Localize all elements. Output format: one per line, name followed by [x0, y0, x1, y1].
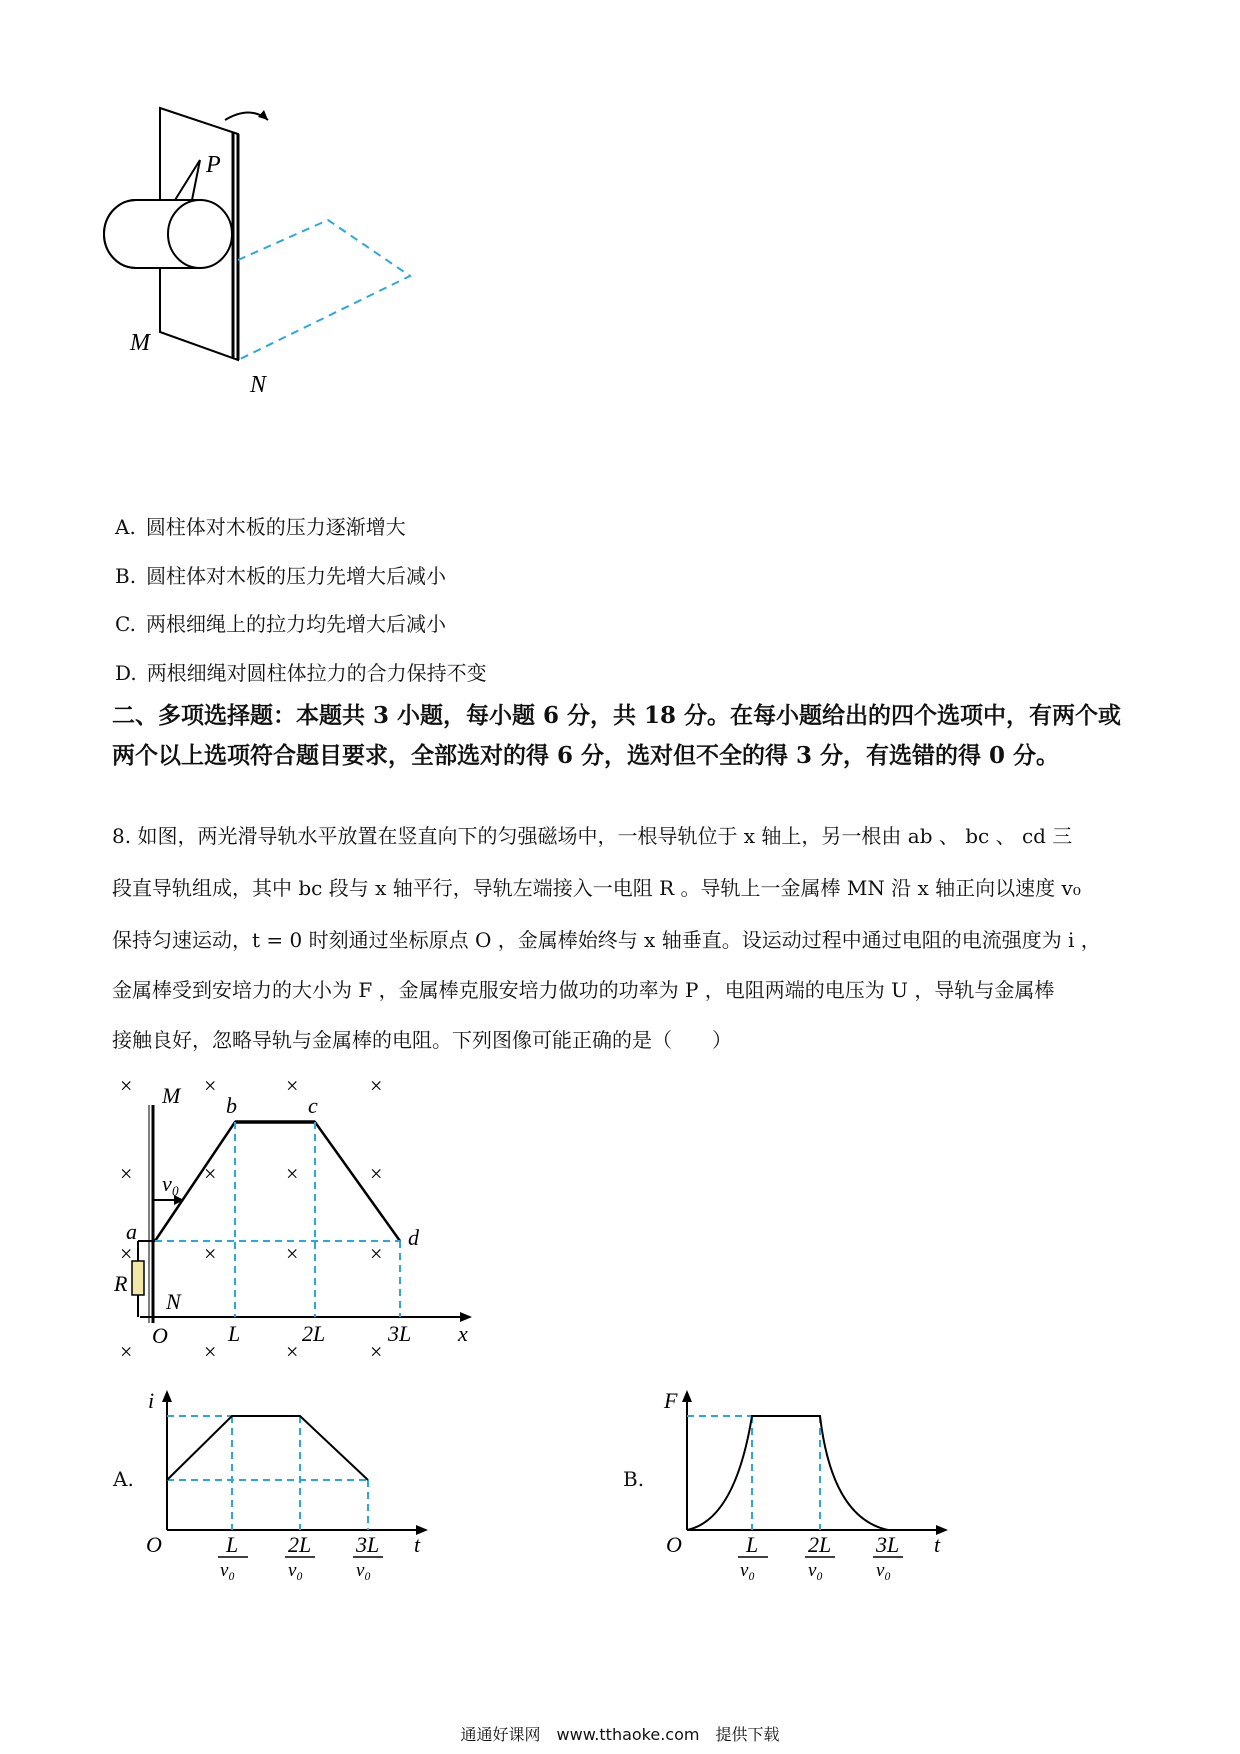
axis-y-label: F — [664, 1388, 678, 1413]
label-v0: v₀ — [162, 1171, 180, 1196]
graph-b-option-letter: B. — [623, 1467, 645, 1491]
question-8-line-2: 段直导轨组成，其中 bc 段与 x 轴平行，导轨左端接入一电阻 R 。导轨上一金属棒 MN 沿 x 轴正向以速度 v₀ — [112, 876, 1081, 900]
page-footer: 通通好课网 www.tthaoke.com 提供下载 — [460, 1725, 780, 1744]
label-x: x — [458, 1321, 468, 1346]
axis-y-label: i — [148, 1388, 155, 1413]
cross-mark: × — [370, 1073, 383, 1098]
cross-mark: × — [204, 1241, 217, 1266]
tick-denominator: v₀ — [808, 1560, 824, 1580]
option-c — [115, 611, 446, 637]
cross-mark: × — [120, 1161, 133, 1186]
question-8-line-3: 保持匀速运动，t = 0 时刻通过坐标原点 O ，金属棒始终与 x 轴垂直。设运动过程中通过电阻的电流强度为 i ， — [112, 928, 1101, 952]
section-title: 二、多项选择题：本题共 3 小题，每小题 6 分，共 18 分。在每小题给出的四个选项中，有两个或两个以上选项符合题目要求，全部选对的得 6 分，选对但不全的得 3 分，有选错的得 0 分。 — [112, 702, 1122, 769]
label-c: c — [308, 1093, 318, 1118]
tick-denominator: v₀ — [356, 1560, 372, 1580]
question-8-line-5: 接触良好，忽略导轨与金属棒的电阻。下列图像可能正确的是（ ） — [112, 1028, 732, 1052]
option-d — [115, 660, 487, 686]
option-letter: C. — [115, 612, 136, 636]
cross-mark: × — [120, 1339, 133, 1364]
option-letter: B. — [115, 564, 137, 588]
option-letter: D. — [115, 661, 137, 685]
label-3l: 3L — [388, 1321, 412, 1346]
cross-mark: × — [286, 1161, 299, 1186]
graph-b-curve — [687, 1416, 888, 1530]
tick-denominator: v₀ — [288, 1560, 304, 1580]
tick-denominator: v₀ — [740, 1560, 756, 1580]
option-text: 两根细绳上的拉力均先增大后减小 — [145, 612, 446, 636]
label-p: P — [206, 152, 221, 178]
option-text: 圆柱体对木板的压力先增大后减小 — [146, 564, 447, 588]
tick-denominator: v₀ — [220, 1560, 236, 1580]
cross-mark: × — [370, 1339, 383, 1364]
label-l: L — [228, 1321, 241, 1346]
origin-label: O — [146, 1532, 162, 1557]
label-b: b — [226, 1093, 237, 1118]
option-letter: A. — [115, 515, 136, 539]
cross-mark: × — [120, 1241, 133, 1266]
cross-mark: × — [370, 1241, 383, 1266]
tick-label: 2L — [288, 1532, 312, 1557]
axis-t-label: t — [414, 1532, 421, 1557]
tick-label: 2L — [808, 1532, 832, 1557]
tick-label: L — [746, 1532, 759, 1557]
graph-a-curve — [167, 1416, 368, 1480]
cross-mark: × — [286, 1073, 299, 1098]
tick-denominator: v₀ — [876, 1560, 892, 1580]
label-n: N — [166, 1289, 181, 1314]
option-a — [115, 514, 406, 540]
axis-t-label: t — [934, 1532, 941, 1557]
label-m: M — [130, 330, 150, 356]
graph-a-option-letter: A. — [113, 1467, 134, 1491]
label-o: O — [152, 1323, 168, 1348]
label-d: d — [408, 1225, 419, 1250]
label-n: N — [250, 372, 267, 398]
cross-mark: × — [204, 1073, 217, 1098]
tick-label: 3L — [356, 1532, 380, 1557]
cross-mark: × — [120, 1073, 133, 1098]
option-text: 圆柱体对木板的压力逐渐增大 — [145, 515, 406, 539]
cross-mark: × — [286, 1241, 299, 1266]
figure-rails-field — [110, 1065, 490, 1365]
label-a: a — [126, 1219, 137, 1244]
tick-label: 3L — [876, 1532, 900, 1557]
question-8-line-1: 8. 如图，两光滑导轨水平放置在竖直向下的匀强磁场中，一根导轨位于 x 轴上，另一根由 ab 、 bc 、 cd 三 — [112, 824, 1073, 848]
tick-label: L — [226, 1532, 239, 1557]
figure-cylinder-board — [100, 100, 480, 440]
question-8-line-4: 金属棒受到安培力的大小为 F ，金属棒克服安培力做功的功率为 P ，电阻两端的电压为 U ，导轨与金属棒 — [112, 978, 1055, 1002]
cross-mark: × — [204, 1339, 217, 1364]
option-text: 两根细绳对圆柱体拉力的合力保持不变 — [146, 661, 487, 685]
graph-a — [140, 1380, 440, 1580]
graph-b — [660, 1380, 960, 1580]
cross-mark: × — [370, 1161, 383, 1186]
option-b — [115, 563, 446, 589]
label-m: M — [162, 1083, 181, 1108]
label-2l: 2L — [302, 1321, 326, 1346]
cross-mark: × — [204, 1161, 217, 1186]
origin-label: O — [666, 1532, 682, 1557]
label-r: R — [114, 1271, 128, 1296]
cross-mark: × — [286, 1339, 299, 1364]
